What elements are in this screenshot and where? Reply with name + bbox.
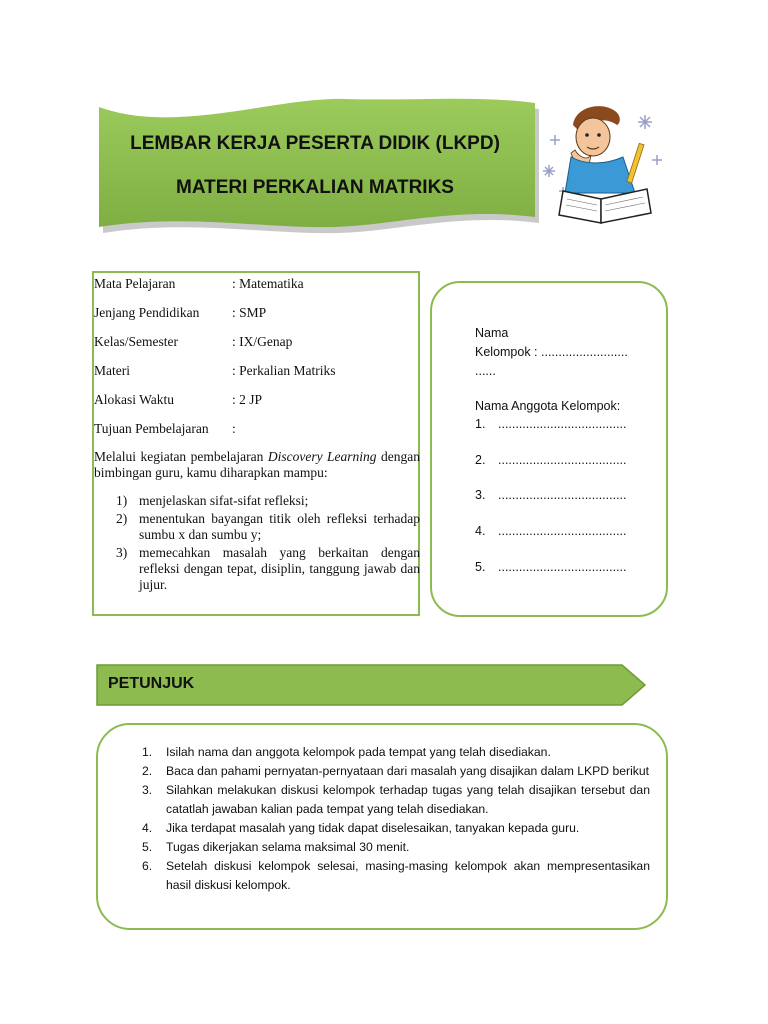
student-writing-icon (535, 95, 670, 230)
instruction-text: Silahkan melakukan diskusi kelompok terhadap tugas yang telah disajikan tersebut dan catatlah jawaban kalian pada tempat yang telah disediakan. (166, 783, 650, 816)
group-info-box (430, 281, 668, 617)
instruction-text: Setelah diskusi kelompok selesai, masing-masing kelompok akan mempresentasikan hasil diskusi kelompok. (166, 859, 650, 892)
group-kelompok-field[interactable]: Kelompok : ......................... (475, 345, 628, 359)
info-label: Mata Pelajaran (94, 276, 176, 291)
objective-text: menentukan bayangan titik oleh refleksi terhadap sumbu x dan sumbu y; (139, 511, 420, 542)
list-item (94, 545, 420, 593)
intro-method: Discovery Learning (267, 449, 377, 464)
title-banner (95, 95, 540, 235)
info-label: Materi (94, 363, 130, 378)
member-number: 3. (475, 488, 486, 502)
info-value: : 2 JP (232, 392, 263, 407)
list-item (98, 762, 650, 781)
group-name-label: Nama (475, 326, 509, 340)
objective-number: 2) (116, 511, 128, 526)
list-item (98, 838, 650, 857)
objective-text: menjelaskan sifat-sifat refleksi; (139, 493, 309, 508)
info-label: Kelas/Semester (94, 334, 178, 349)
info-value: : (232, 421, 236, 436)
learning-goal-intro (94, 449, 420, 481)
member-number: 5. (475, 560, 486, 574)
list-item (94, 493, 420, 509)
instruction-number: 6. (142, 859, 153, 873)
info-label: Tujuan Pembelajaran (94, 421, 209, 436)
objective-list (94, 493, 420, 595)
banner-title-line1: LEMBAR KERJA PESERTA DIDIK (LKPD) (130, 133, 500, 154)
instruction-number: 2. (142, 764, 153, 778)
instructions-box (96, 723, 668, 930)
objective-number: 1) (116, 493, 128, 508)
member-field[interactable]: ..................................... (498, 524, 627, 538)
banner-shape (95, 95, 540, 235)
instruction-number: 3. (142, 783, 153, 797)
info-value: : Perkalian Matriks (232, 363, 336, 378)
member-number: 2. (475, 453, 486, 467)
info-label: Jenjang Pendidikan (94, 305, 200, 320)
member-field[interactable]: ..................................... (498, 488, 627, 502)
info-label: Alokasi Waktu (94, 392, 175, 407)
members-label: Nama Anggota Kelompok: (475, 399, 621, 413)
instruction-list (98, 743, 650, 895)
list-item (94, 511, 420, 543)
group-kelompok-cont: ...... (475, 364, 496, 378)
instruction-text: Jika terdapat masalah yang tidak dapat diselesaikan, tanyakan kepada guru. (166, 821, 580, 835)
lesson-info-box (92, 271, 420, 616)
intro-suffix: dengan bimbingan guru, kamu diharapkan mampu: (94, 449, 420, 480)
info-value: : SMP (232, 305, 267, 320)
instruction-number: 1. (142, 745, 153, 759)
intro-prefix: Melalui kegiatan pembelajaran (94, 449, 268, 464)
member-number: 4. (475, 524, 486, 538)
list-item (98, 819, 650, 838)
list-item (98, 857, 650, 895)
info-value: : Matematika (232, 276, 304, 291)
member-field[interactable]: ..................................... (498, 417, 627, 431)
instruction-number: 5. (142, 840, 153, 854)
banner-title-line2: MATERI PERKALIAN MATRIKS (176, 177, 454, 198)
member-field[interactable]: ..................................... (498, 453, 627, 467)
member-field[interactable]: ..................................... (498, 560, 627, 574)
petunjuk-header (96, 664, 646, 706)
member-number: 1. (475, 417, 486, 431)
info-value: : IX/Genap (232, 334, 293, 349)
instruction-text: Isilah nama dan anggota kelompok pada tempat yang telah disediakan. (166, 745, 551, 759)
objective-text: memecahkan masalah yang berkaitan dengan refleksi dengan tepat, disiplin, tanggung jawab dan jujur. (139, 545, 420, 592)
instruction-text: Baca dan pahami pernyatan-pernyataan dari masalah yang disajikan dalam LKPD berikut (166, 764, 650, 778)
list-item (98, 781, 650, 819)
list-item (98, 743, 650, 762)
instruction-number: 4. (142, 821, 153, 835)
objective-number: 3) (116, 545, 128, 560)
petunjuk-title: PETUNJUK (108, 675, 195, 692)
instruction-text: Tugas dikerjakan selama maksimal 30 menit. (166, 840, 410, 854)
